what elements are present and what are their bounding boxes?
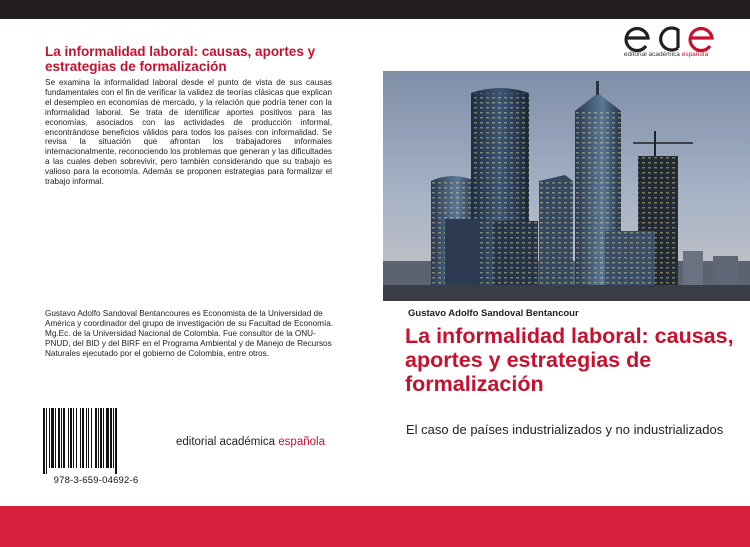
back-cover-description: Se examina la informalidad laboral desde el punto de vista de sus causas fundamentales con el fin de verificar la validez de teorías clásicas que explican el desempleo en economías de mercado, y la relación que podría tener con la informalidad laboral. Se trata de identificar aportes positivos para las economías, asociados con las actividades de producción informal, encontrándose beneficios válidos para todos los países con informalidad. Se revisa la situación que afrontan los trabajadores informales internacionalmente, reconociendo los problemas que generan y las dificultades a las cuales deben sobrevivir, pero también considerando que su trabajo es valioso para la economía. Además se proponen estrategias para formalizar el trabajo informal. [45, 78, 332, 187]
publisher-logo [620, 24, 720, 64]
back-cover-title: La informalidad laboral: causas, aportes y estrategias de formalización [45, 44, 316, 74]
top-bar [0, 0, 750, 19]
barcode-bar [86, 408, 87, 468]
front-cover-title: La informalidad laboral: causas, aportes y estrategias de formalización [405, 324, 734, 396]
barcode-bar [115, 408, 117, 474]
barcode-bar [63, 408, 65, 468]
barcode-bar [76, 408, 77, 468]
barcode-bar [61, 408, 62, 468]
logo-caption [606, 51, 726, 58]
back-publisher-name [176, 436, 325, 448]
back-publisher-accent: española [278, 436, 325, 448]
logo-caption-accent: española [681, 51, 709, 58]
barcode-lines [41, 408, 151, 474]
barcode-bar [55, 408, 56, 468]
isbn-number: 978-3-659-04692-6 [53, 475, 139, 486]
barcode-bar [106, 408, 109, 468]
barcode [37, 408, 155, 490]
barcode-bar [110, 408, 112, 468]
barcode-bar [82, 408, 84, 468]
barcode-bar [113, 408, 114, 468]
front-cover-subtitle: El caso de países industrializados y no industrializados [406, 422, 724, 437]
barcode-bar [91, 408, 92, 468]
back-publisher-prefix: editorial académica [176, 436, 279, 448]
barcode-bar [51, 408, 54, 468]
barcode-bar [70, 408, 72, 468]
bottom-bar [0, 506, 750, 547]
barcode-bar [80, 408, 81, 468]
author-bio: Gustavo Adolfo Sandoval Bentancoures es Economista de la Universidad de América y coordinador del grupo de investigación de su Facultad de Economía. Mg.Ec. de la Universidad Nacional de Colombia. Fue consultor de la ONU-PNUD, del BID y del BIRF en el Programa Ambiental y de Manejo de Recursos Naturales ejecutado por el gobierno de Colombia, entre otros. [45, 309, 334, 358]
barcode-bar [58, 408, 60, 468]
logo-caption-prefix: editorial académica [623, 51, 682, 58]
barcode-bar [103, 408, 104, 468]
front-cover-author: Gustavo Adolfo Sandoval Bentancour [408, 308, 579, 319]
barcode-bar [73, 408, 74, 468]
barcode-bar [88, 408, 89, 468]
cover-photo-skyscrapers [383, 71, 750, 301]
barcode-bar [98, 408, 99, 468]
barcode-bar [49, 408, 50, 468]
barcode-bar [95, 408, 97, 468]
barcode-bar [100, 408, 102, 468]
barcode-bar [43, 408, 45, 474]
barcode-bar [68, 408, 69, 468]
barcode-bar [46, 408, 47, 474]
